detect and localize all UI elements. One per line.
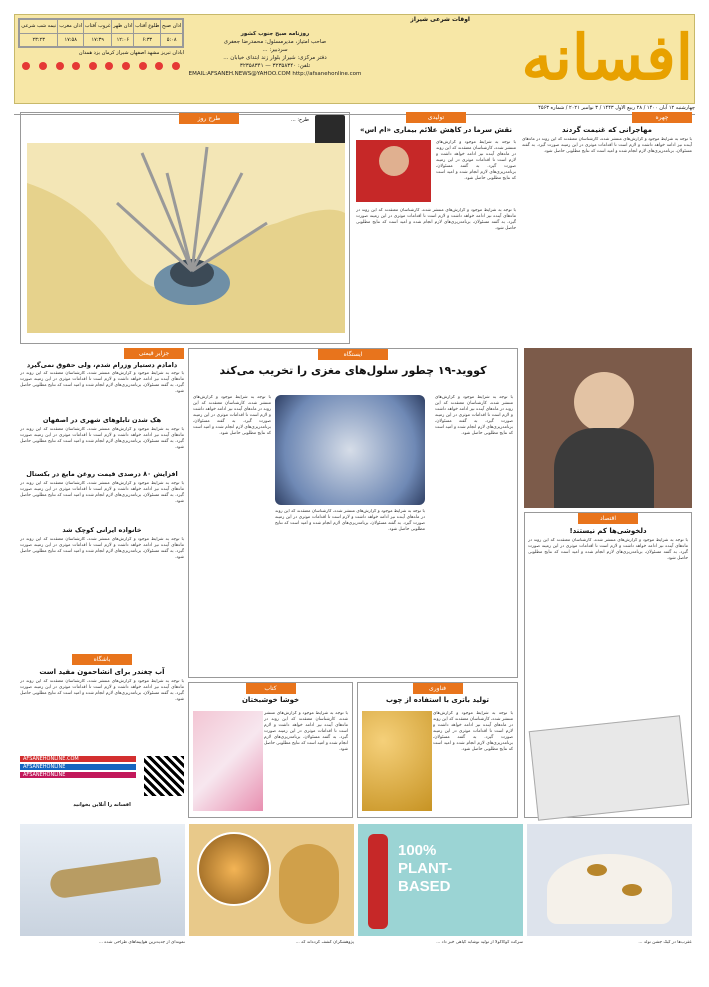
prayer-header: غروب آفتاب [83,20,112,34]
photo-caption-1: نمونه‌ای از جدیدترین هواپیماهای طراحی شده ... [98,940,185,945]
top-right-article [522,112,692,344]
dateline: چهارشنبه ۱۲ آبان ۱۴۰۰ / ۲۸ ربیع الاول ۱۴۴۳ / ۳ نوامبر ۲۰۲۱ / شماره ۴۵۶۳ [14,105,695,115]
prayer-header: اذان مغرب [58,20,84,34]
prayer-times-table [18,18,184,48]
article-title: دلخوشی‌ها کم نیستند! [569,527,647,535]
jet-photo [20,824,185,936]
health-article: باشگاه آب چغندر برای انشاحمون مفید است با توجه به شرایط موجود و گزارش‌های منتشر شده، کارشناسان معتقدند که این روند در ماه‌های آینده نیز ادامه خواهد داشت و لازم است تا اقدامات موثری در این زمینه صورت گیرد. به گفته مسئولان، برنامه‌ریزی‌های لازم انجام شده و امید است که نتایج مطلوبی حاصل شود. [20,656,184,702]
plant-text-2: PLANT- [398,860,453,877]
section-tag: جزایر قیمتی [124,348,184,359]
newspaper-stack-image [529,715,690,820]
article-title: مهاجرانی که غنیمت گردند [561,126,652,134]
publisher-info: روزنامه صبح جنوب کشور صاحب امتیاز، مدیرمسئول: محمدرضا جعفری سردبیر: ... دفتر مرکزی: شیراز بلوار زند ابتدای خیابان ... تلفن: ۳۲۳۵۸۳۴۰ — ۳۲۳۵۸۳۴۱ EMAIL:AFSANEH.NEWS@YAHOO.COM http://afsanehonline.com [188,31,362,77]
section-tag: ایستگاه [318,349,388,360]
weather-box [18,50,184,96]
social-box [20,756,184,816]
center-story [188,348,518,678]
prayer-time: ۱۷:۵۸ [58,33,84,47]
section-tag: طرح روز [179,113,239,124]
weather-icon [39,62,47,70]
prayer-header: اذان صبح [161,20,183,34]
photo-caption-3: سرکت کوکاکولا از تولید نوشابه گیاهی خبر داد ... [436,940,523,945]
social-caption: افسانه را آنلاین بخوانید [73,802,131,808]
photo-caption-2: پژوهشگران کشف کرده‌اند که ... [295,940,354,945]
section-tag: چهره [632,112,692,123]
article-body: با توجه به شرایط موجود و گزارش‌های منتشر شده، کارشناسان معتقدند که این روند در ماه‌های آینده نیز ادامه خواهد داشت و لازم است تا اقدامات موثری در این زمینه صورت گیرد. به گفته مسئولان، برنامه‌ریزی‌های لازم انجام شده و امید است که نتایج مطلوبی حاصل شود. [528,538,688,561]
plant-text-1: 100% [398,842,437,859]
prayer-header: اذان ظهر [112,20,134,34]
weather-icon [89,62,97,70]
story-col-2: با توجه به شرایط موجود و گزارش‌های منتشر شده، کارشناسان معتقدند که این روند در ماه‌های آینده نیز ادامه خواهد داشت و لازم است تا اقدامات موثری در این زمینه صورت گیرد. به گفته مسئولان، برنامه‌ریزی‌های لازم انجام شده و امید است که نتایج مطلوبی حاصل شود. [275,509,425,532]
social-link-telegram[interactable]: AFSANEHONLINE [20,764,136,770]
article-body: با توجه به شرایط موجود و گزارش‌های منتشر شده، کارشناسان معتقدند که این روند در ماه‌های آینده نیز ادامه خواهد داشت و لازم است تا اقدامات موثری در این زمینه صورت گیرد. به گفته مسئولان، برنامه‌ریزی‌های لازم انجام شده و امید است که نتایج مطلوبی حاصل شود. [522,137,692,154]
left-news-column: جزایر قیمتی دامادم دستیار وزرام شدم، ولی حقوق نمی‌گیرد با توجه به شرایط موجود و گزارش‌های منتشر شده، کارشناسان معتقدند که این روند در ماه‌های آینده نیز ادامه خواهد داشت و لازم است تا اقدامات موثری در این زمینه صورت گیرد. به گفته مسئولان، برنامه‌ریزی‌های لازم انجام شده و امید است که نتایج مطلوبی حاصل شود. هک شدن تابلوهای شهری در اصفهان با توجه به شرایط موجود و گزارش‌های منتشر شده، کارشناسان معتقدند که این روند در ماه‌های آینده نیز ادامه خواهد داشت و لازم است تا اقدامات موثری در این زمینه صورت گیرد. به گفته مسئولان، برنامه‌ریزی‌های لازم انجام شده و امید است که نتایج مطلوبی حاصل شود. افزایش ۸۰ درصدی قیمت روغن مایع در بکستال با توجه به شرایط موجود و گزارش‌های منتشر شده، کارشناسان معتقدند که این روند در ماه‌های آینده نیز ادامه خواهد داشت و لازم است تا اقدامات موثری در این زمینه صورت گیرد. به گفته مسئولان، برنامه‌ریزی‌های لازم انجام شده و امید است که نتایج مطلوبی حاصل شود. خانواده ایرانی کوچک شد با توجه به شرایط موجود و گزارش‌های منتشر شده، کارشناسان معتقدند که این روند در ماه‌های آینده نیز ادامه خواهد داشت و لازم است تا اقدامات موثری در این زمینه صورت گیرد. به گفته مسئولان، برنامه‌ریزی‌های لازم انجام شده و امید است که نتایج مطلوبی حاصل شود. [20,350,184,560]
section-tag: کتاب [246,683,296,694]
article-title: نقش سرما در کاهش علائم بیماری «ام اس» [360,126,512,134]
section-tag: باشگاه [72,654,132,665]
article-body-2: با توجه به شرایط موجود و گزارش‌های منتشر شده، کارشناسان معتقدند که این روند در ماه‌های آینده نیز ادامه خواهد داشت و لازم است تا اقدامات موثری در این زمینه صورت گیرد. به گفته مسئولان، برنامه‌ریزی‌های لازم انجام شده و امید است که نتایج مطلوبی حاصل شود. [356,208,516,231]
weather-icon [139,62,147,70]
social-link-web[interactable]: AFSANEHONLINE.COM [20,756,136,762]
story-col-1: با توجه به شرایط موجود و گزارش‌های منتشر شده، کارشناسان معتقدند که این روند در ماه‌های آینده نیز ادامه خواهد داشت و لازم است تا اقدامات موثری در این زمینه صورت گیرد. به گفته مسئولان، برنامه‌ریزی‌های لازم انجام شده و امید است که نتایج مطلوبی حاصل شود. [193,395,271,436]
news-title: دامادم دستیار وزرام شدم، ولی حقوق نمی‌گیرد [26,361,178,369]
scorpion-cake-photo [527,824,692,936]
news-title: خانواده ایرانی کوچک شد [62,526,142,534]
prayer-time: ۵:۰۸ [161,33,183,47]
section-tag: اقتصاد [578,513,638,524]
article-title: تولید باتری با استفاده از چوب [385,696,490,704]
brain-image [275,395,425,505]
prayer-header: نیمه شب شرعی [20,20,58,34]
prayer-time: ۱۲:۰۶ [112,33,134,47]
weather-cities: آبادان تبریز مشهد اصفهان شیراز کرمان یزد همدان [78,50,184,56]
prayer-time: ۲۳:۲۳ [20,33,58,47]
plant-text-3: BASED [398,878,451,895]
ms-article [356,112,516,344]
econ-article [524,512,692,818]
caricature-frame [20,112,350,344]
weather-icon [155,62,163,70]
weather-icon [122,62,130,70]
news-title: هک شدن تابلوهای شهری در اصفهان [42,416,162,424]
section-tag: تولیدی [406,112,466,123]
weather-icon [105,62,113,70]
portrait-photo [524,348,692,508]
news-title: افزایش ۸۰ درصدی قیمت روغن مایع در بکستال [26,470,178,478]
caricature-caption: طرح: ... [290,117,309,123]
tech-article: فناوری تولید باتری با استفاده از چوب با توجه به شرایط موجود و گزارش‌های منتشر شده، کارشناسان معتقدند که این روند در ماه‌های آینده نیز ادامه خواهد داشت و لازم است تا اقدامات موثری در این زمینه صورت گیرد. به گفته مسئولان، برنامه‌ریزی‌های لازم انجام شده و امید است که نتایج مطلوبی حاصل شود. [357,682,518,818]
newspaper-logo: افسانه [521,21,693,94]
plant-based-photo [358,824,523,936]
photo-caption-4: عقرب‌ها در کیک جشن تولد ... [638,940,692,945]
section-tag: فناوری [413,683,463,694]
weather-icon [56,62,64,70]
social-link-instagram[interactable]: AFSANEHONLINE [20,772,136,778]
article-photo [356,140,431,202]
caricature-image [27,143,345,333]
weather-icon [72,62,80,70]
books-photo [193,711,263,811]
article-title: خوشا خوشبختان [241,696,300,704]
prayer-time: ۱۷:۳۹ [83,33,112,47]
qr-code [144,756,184,796]
weather-icon [22,62,30,70]
story-col-3: با توجه به شرایط موجود و گزارش‌های منتشر شده، کارشناسان معتقدند که این روند در ماه‌های آینده نیز ادامه خواهد داشت و لازم است تا اقدامات موثری در این زمینه صورت گیرد. به گفته مسئولان، برنامه‌ریزی‌های لازم انجام شده و امید است که نتایج مطلوبی حاصل شود. [435,395,513,436]
battery-photo [362,711,432,811]
prayer-header: طلوع آفتاب [134,20,161,34]
microscope-photo [189,824,354,936]
prayer-label: اوقات شرعی شیراز [410,16,470,23]
article-title: آب چغندر برای انشاحمون مفید است [39,668,165,676]
weather-icon [172,62,180,70]
prayer-time: ۶:۳۳ [134,33,161,47]
books-article: کتاب خوشا خوشبختان با توجه به شرایط موجود و گزارش‌های منتشر شده، کارشناسان معتقدند که این روند در ماه‌های آینده نیز ادامه خواهد داشت و لازم است تا اقدامات موثری در این زمینه صورت گیرد. به گفته مسئولان، برنامه‌ریزی‌های لازم انجام شده و امید است که نتایج مطلوبی حاصل شود. [188,682,353,818]
author-avatar [315,115,345,145]
headline: کووید-۱۹ چطور سلول‌های مغزی را تخریب می‌کند [219,364,487,377]
article-body: با توجه به شرایط موجود و گزارش‌های منتشر شده، کارشناسان معتقدند که این روند در ماه‌های آینده نیز ادامه خواهد داشت و لازم است تا اقدامات موثری در این زمینه صورت گیرد. به گفته مسئولان، برنامه‌ریزی‌های لازم انجام شده و امید است که نتایج مطلوبی حاصل شود. [436,140,516,181]
